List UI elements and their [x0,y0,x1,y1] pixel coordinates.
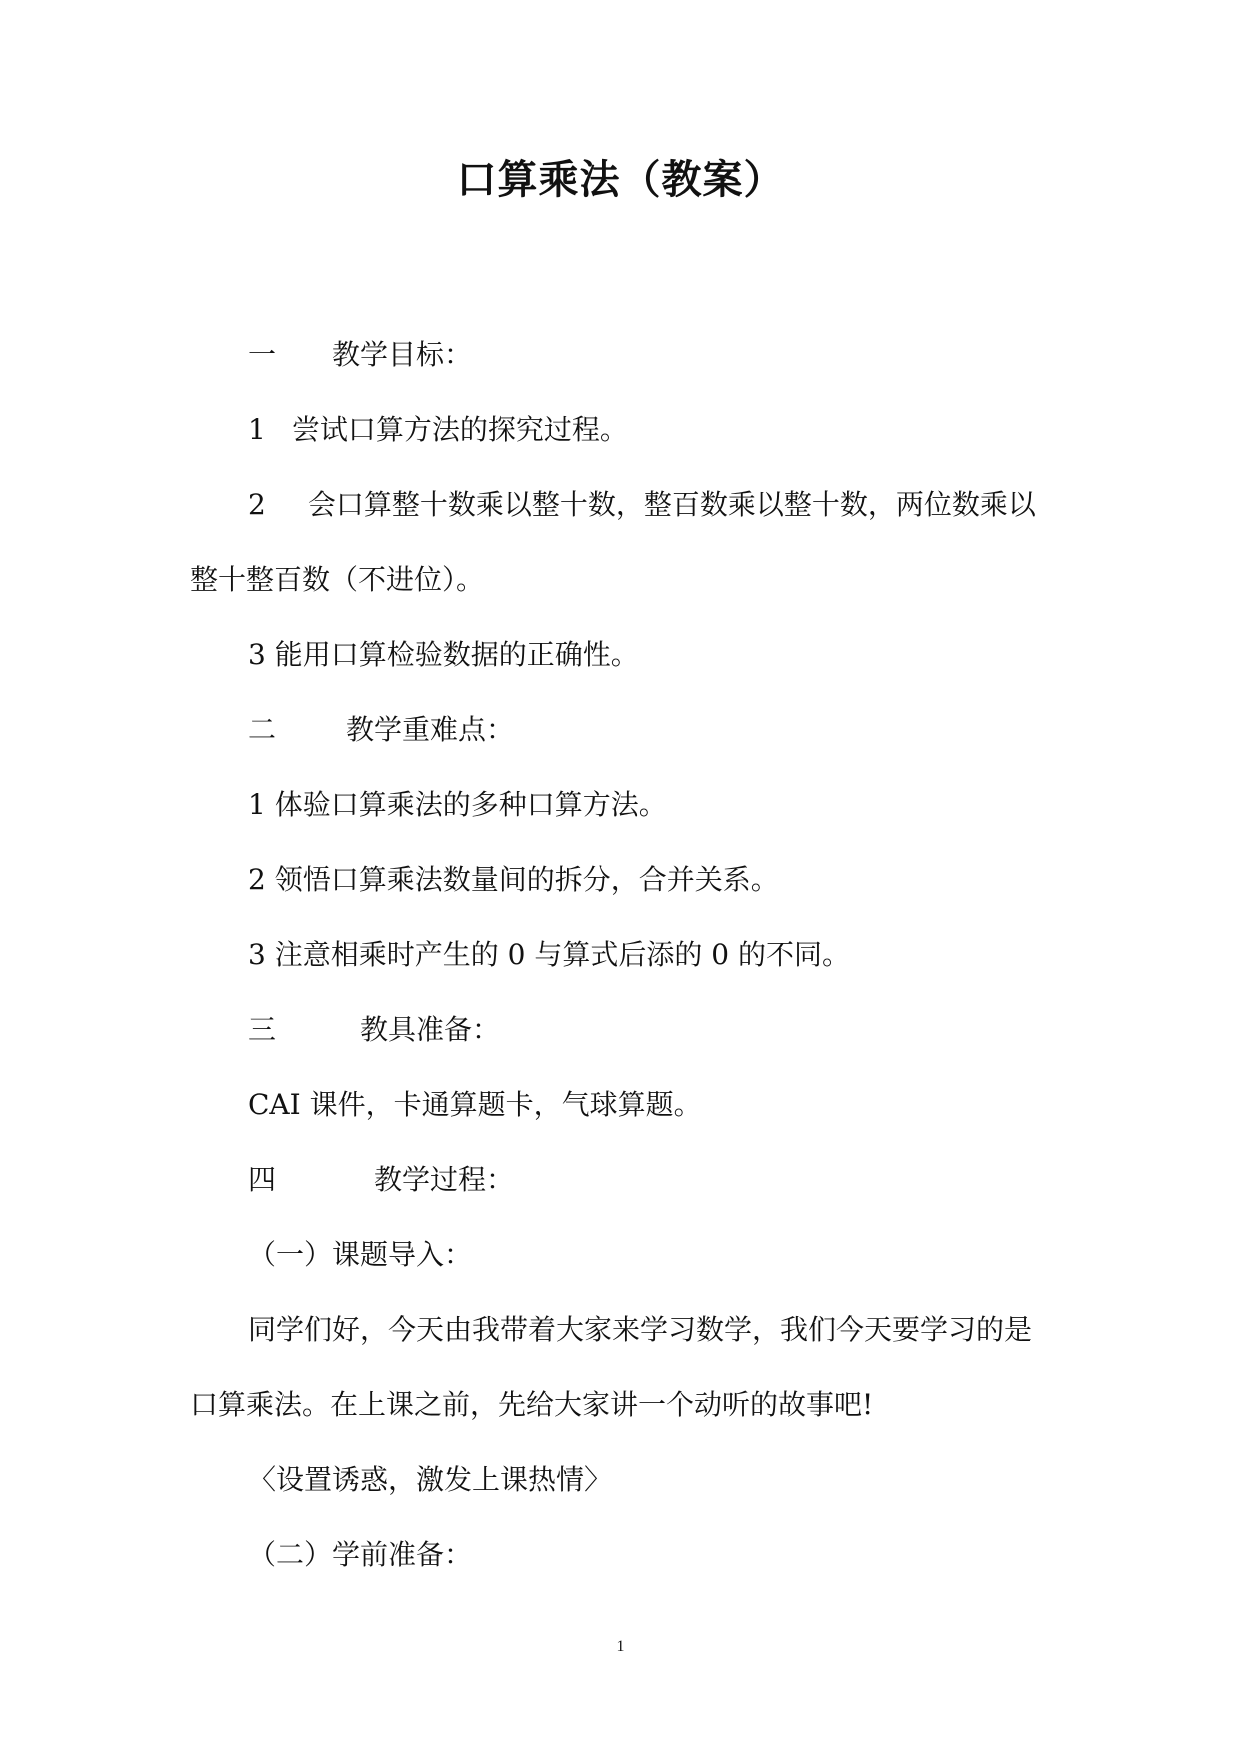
paragraph-line: 〈设置诱惑，激发上课热情〉 [248,1463,613,1496]
subheading-line: （二）学前准备： [248,1538,473,1571]
section-label: 教学目标： [332,338,473,371]
section-heading-4 [248,1160,514,1200]
section-number: 一 [248,338,277,371]
section-number: 二 [248,713,277,746]
item-text: 尝试口算方法的探究过程。 [291,413,628,446]
item-number: 2 [248,488,266,521]
paragraph-line: 同学们好，今天由我带着大家来学习数学，我们今天要学习的是 [248,1313,1033,1346]
section-number: 四 [248,1163,277,1196]
section-heading-1 [248,335,472,375]
paragraph-line: 口算乘法。在上课之前，先给大家讲一个动听的故事吧! [190,1388,874,1421]
page-title: 口算乘法（教案） [456,156,785,203]
paragraph-line: 1 体验口算乘法的多种口算方法。 [248,788,667,821]
paragraph-line: 2 领悟口算乘法数量间的拆分，合并关系。 [248,863,779,896]
page-number: 1 [616,1638,625,1655]
paragraph-line [248,410,628,450]
section-label: 教学过程： [374,1163,515,1196]
section-label: 教具准备： [360,1013,501,1046]
section-label: 教学重难点： [346,713,515,746]
section-number: 三 [248,1013,277,1046]
paragraph-line: 3 注意相乘时产生的 0 与算式后添的 0 的不同。 [248,938,850,971]
subheading-line: （一）课题导入： [248,1238,473,1271]
paragraph-line: 整十整百数（不进位）。 [190,563,485,596]
paragraph-line: CAI 课件，卡通算题卡，气球算题。 [248,1088,702,1121]
item-text: 会口算整十数乘以整十数，整百数乘以整十数，两位数乘以 [307,488,1036,521]
paragraph-line: 3 能用口算检验数据的正确性。 [248,638,639,671]
paragraph-line [248,485,1036,525]
section-heading-3 [248,1010,500,1050]
section-heading-2 [248,710,514,750]
item-number: 1 [248,413,266,446]
